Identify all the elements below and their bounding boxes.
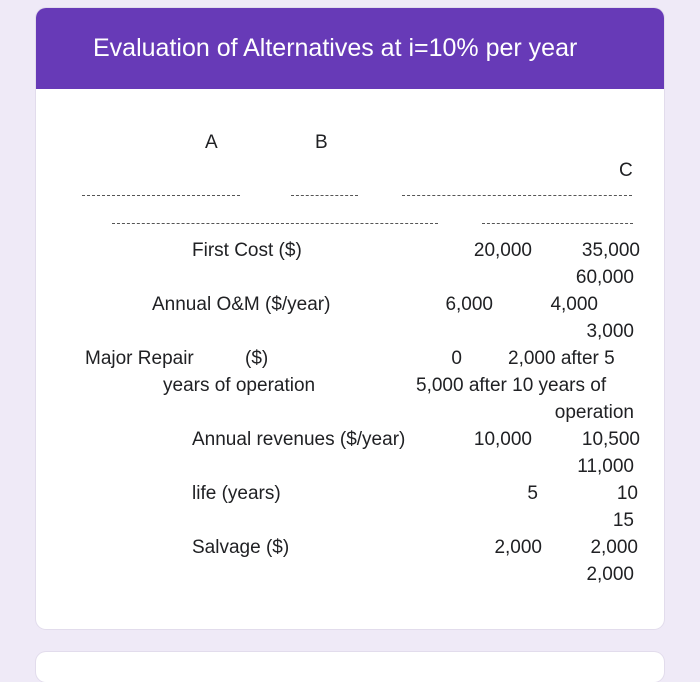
salvage-c: 2,000 bbox=[586, 564, 634, 585]
next-question-card bbox=[36, 652, 664, 682]
card-header bbox=[36, 8, 664, 89]
major-repair-a: 0 bbox=[451, 348, 462, 369]
annual-revenues-b: 10,500 bbox=[581, 429, 640, 450]
annual-om-a: 6,000 bbox=[445, 294, 493, 315]
life-c: 15 bbox=[612, 510, 634, 531]
question-card bbox=[36, 8, 664, 629]
row-label-first-cost: First Cost ($) bbox=[192, 240, 302, 261]
life-a: 5 bbox=[527, 483, 538, 504]
separator-line bbox=[82, 195, 240, 196]
separator-line bbox=[112, 223, 438, 224]
salvage-a: 2,000 bbox=[494, 537, 542, 558]
column-header-a: A bbox=[205, 132, 218, 153]
row-label-life: life (years) bbox=[192, 483, 281, 504]
annual-revenues-a: 10,000 bbox=[473, 429, 532, 450]
row-label-salvage: Salvage ($) bbox=[192, 537, 290, 558]
first-cost-a: 20,000 bbox=[473, 240, 532, 261]
row-label-major-repair-unit: ($) bbox=[245, 348, 269, 369]
major-repair-c: 5,000 after 10 years of bbox=[416, 375, 607, 396]
annual-om-b: 4,000 bbox=[550, 294, 598, 315]
row-label-annual-revenues: Annual revenues ($/year) bbox=[192, 429, 406, 450]
first-cost-c: 60,000 bbox=[575, 267, 634, 288]
life-b: 10 bbox=[616, 483, 638, 504]
separator-line bbox=[291, 195, 358, 196]
separator-line bbox=[402, 195, 632, 196]
salvage-b: 2,000 bbox=[590, 537, 638, 558]
page-title: Evaluation of Alternatives at i=10% per year bbox=[93, 34, 578, 62]
first-cost-b: 35,000 bbox=[581, 240, 640, 261]
annual-om-c: 3,000 bbox=[586, 321, 634, 342]
separator-line bbox=[482, 223, 633, 224]
row-label-major-repair-line2: years of operation bbox=[163, 375, 316, 396]
column-header-c: C bbox=[619, 160, 633, 181]
column-header-b: B bbox=[315, 132, 328, 153]
major-repair-b: 2,000 after 5 bbox=[508, 348, 615, 369]
major-repair-c-line2: operation bbox=[554, 402, 634, 423]
annual-revenues-c: 11,000 bbox=[577, 456, 634, 477]
row-label-major-repair: Major Repair bbox=[85, 348, 194, 369]
row-label-annual-om: Annual O&M ($/year) bbox=[152, 294, 331, 315]
